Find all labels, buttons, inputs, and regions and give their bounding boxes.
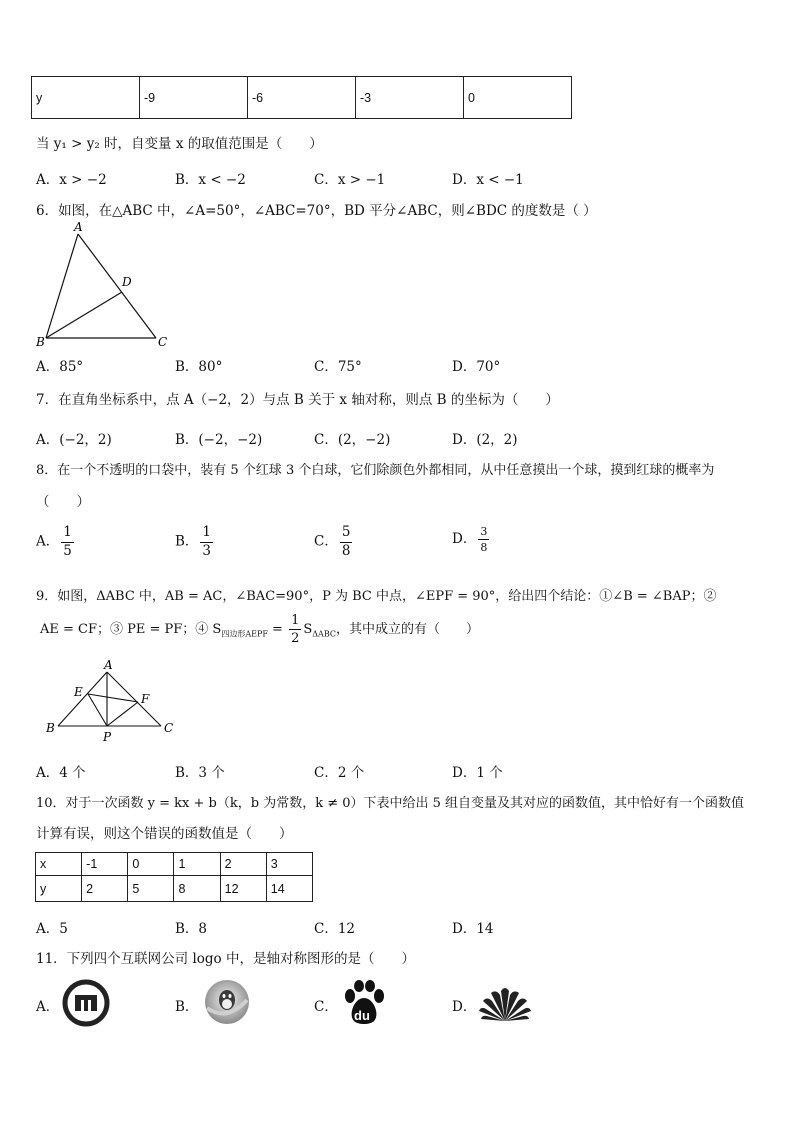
maxthon-logo-icon <box>62 979 110 1027</box>
q5-stem: 当 y₁ > y₂ 时，自变量 x 的取值范围是（ ） <box>36 136 323 152</box>
q10-stem-line1: 10．对于一次函数 y = kx + b（k，b 为常数，k ≠ 0）下表中给出 5 组自变量及其对应的函数值，其中恰好有一个函数值 <box>36 796 745 811</box>
q11-option-b: B． <box>175 999 199 1015</box>
q5-option-d: D．x < −1 <box>452 172 524 188</box>
figure-label-c: C <box>158 335 168 349</box>
figure-label-p: P <box>103 730 112 744</box>
q7-option-b: B．(−2，−2) <box>175 432 263 448</box>
q10-option-d: D．14 <box>452 921 494 937</box>
q6-option-d: D．70° <box>452 359 501 375</box>
table-cell: 1 <box>174 853 220 876</box>
q7-stem: 7．在直角坐标系中，点 A（−2，2）与点 B 关于 x 轴对称，则点 B 的坐标为（ ） <box>36 392 559 408</box>
q6-option-c: C．75° <box>314 359 362 375</box>
figure-label-d: D <box>122 275 132 289</box>
q9-stem-line2: AE = CF；③ PE = PF；④ $S_{四边形AEPF}$ = $\frac{1}{2}$ $S_{\Delta ABC}$，其中成立的有（ ） <box>40 613 479 646</box>
table-cell: 0 <box>464 77 572 119</box>
q10-option-c: C．12 <box>314 921 356 937</box>
figure-label-e: E <box>74 685 83 699</box>
q11-option-d: D． <box>452 999 477 1015</box>
figure-label-b: B <box>36 335 45 349</box>
baidu-paw-logo-icon <box>340 979 388 1027</box>
figure-label-f: F <box>141 692 150 706</box>
q10-stem-line2: 计算有误，则这个错误的函数值是（ ） <box>36 826 293 842</box>
q5-option-a: A．x > −2 <box>36 172 107 188</box>
table-cell: 8 <box>174 876 220 902</box>
q8-option-c: C． $\frac{5}{8}$ <box>314 524 351 559</box>
q6-option-a: A．85° <box>36 359 84 375</box>
table-cell: 5 <box>128 876 174 902</box>
q7-option-c: C．(2，−2) <box>314 432 391 448</box>
table-cell: -9 <box>139 77 247 119</box>
table-cell: y <box>32 77 140 119</box>
figure-label-c: C <box>164 721 174 735</box>
q8-option-d: D． $\frac{3}{8}$ <box>452 525 488 554</box>
q8-stem-line2: （ ） <box>36 494 90 510</box>
q9-stem-line1: 9．如图，ΔABC 中，AB = AC，∠BAC=90°，P 为 BC 中点，∠EPF = 90°，给出四个结论：①∠B = ∠BAP；② <box>36 589 717 604</box>
q10-function-table <box>35 852 313 902</box>
q6-stem: 6．如图，在△ABC 中，∠A=50°，∠ABC=70°，BD 平分∠ABC，则∠BDC 的度数是（ ） <box>36 203 597 219</box>
q8-option-a: A． $\frac{1}{5}$ <box>36 524 72 559</box>
svg-text:du: du <box>354 1008 370 1023</box>
table-cell: 12 <box>220 876 266 902</box>
q5-option-c: C．x > −1 <box>314 172 386 188</box>
q6-option-b: B．80° <box>175 359 223 375</box>
q9-option-c: C．2 个 <box>314 765 365 781</box>
qq-logo-icon <box>203 978 251 1026</box>
q8-stem-line1: 8．在一个不透明的口袋中，装有 5 个红球 3 个白球，它们除颜色外都相同，从中任意摸出一个球，摸到红球的概率为 <box>36 463 715 478</box>
q9-option-a: A．4 个 <box>36 765 86 781</box>
table-cell: -1 <box>82 853 128 876</box>
q6-triangle-figure <box>30 220 180 352</box>
table-cell: 3 <box>266 853 312 876</box>
q11-option-a: A． <box>36 999 60 1015</box>
q11-stem: 11．下列四个互联网公司 logo 中，是轴对称图形的是（ ） <box>36 951 415 967</box>
q9-option-b: B．3 个 <box>175 765 225 781</box>
q7-option-d: D．(2，2) <box>452 432 518 448</box>
q5-option-b: B．x < −2 <box>175 172 246 188</box>
q7-option-a: A．(−2，2) <box>36 432 112 448</box>
table-cell: 2 <box>82 876 128 902</box>
q10-option-a: A．5 <box>36 921 68 937</box>
top-value-table <box>31 76 572 119</box>
figure-label-a: A <box>74 220 83 234</box>
table-cell: y <box>36 876 82 902</box>
table-cell: x <box>36 853 82 876</box>
q8-option-b: B． $\frac{1}{3}$ <box>175 524 212 559</box>
figure-label-b: B <box>46 721 55 735</box>
table-cell: 14 <box>266 876 312 902</box>
table-cell: 0 <box>128 853 174 876</box>
table-cell: -3 <box>355 77 463 119</box>
q11-option-c: C． <box>314 999 338 1015</box>
huawei-logo-icon <box>475 983 535 1027</box>
q10-option-b: B．8 <box>175 921 208 937</box>
table-cell: -6 <box>247 77 355 119</box>
table-cell: 2 <box>220 853 266 876</box>
q9-option-d: D．1 个 <box>452 765 503 781</box>
figure-label-a: A <box>104 658 113 672</box>
q9-triangle-figure <box>40 656 180 746</box>
